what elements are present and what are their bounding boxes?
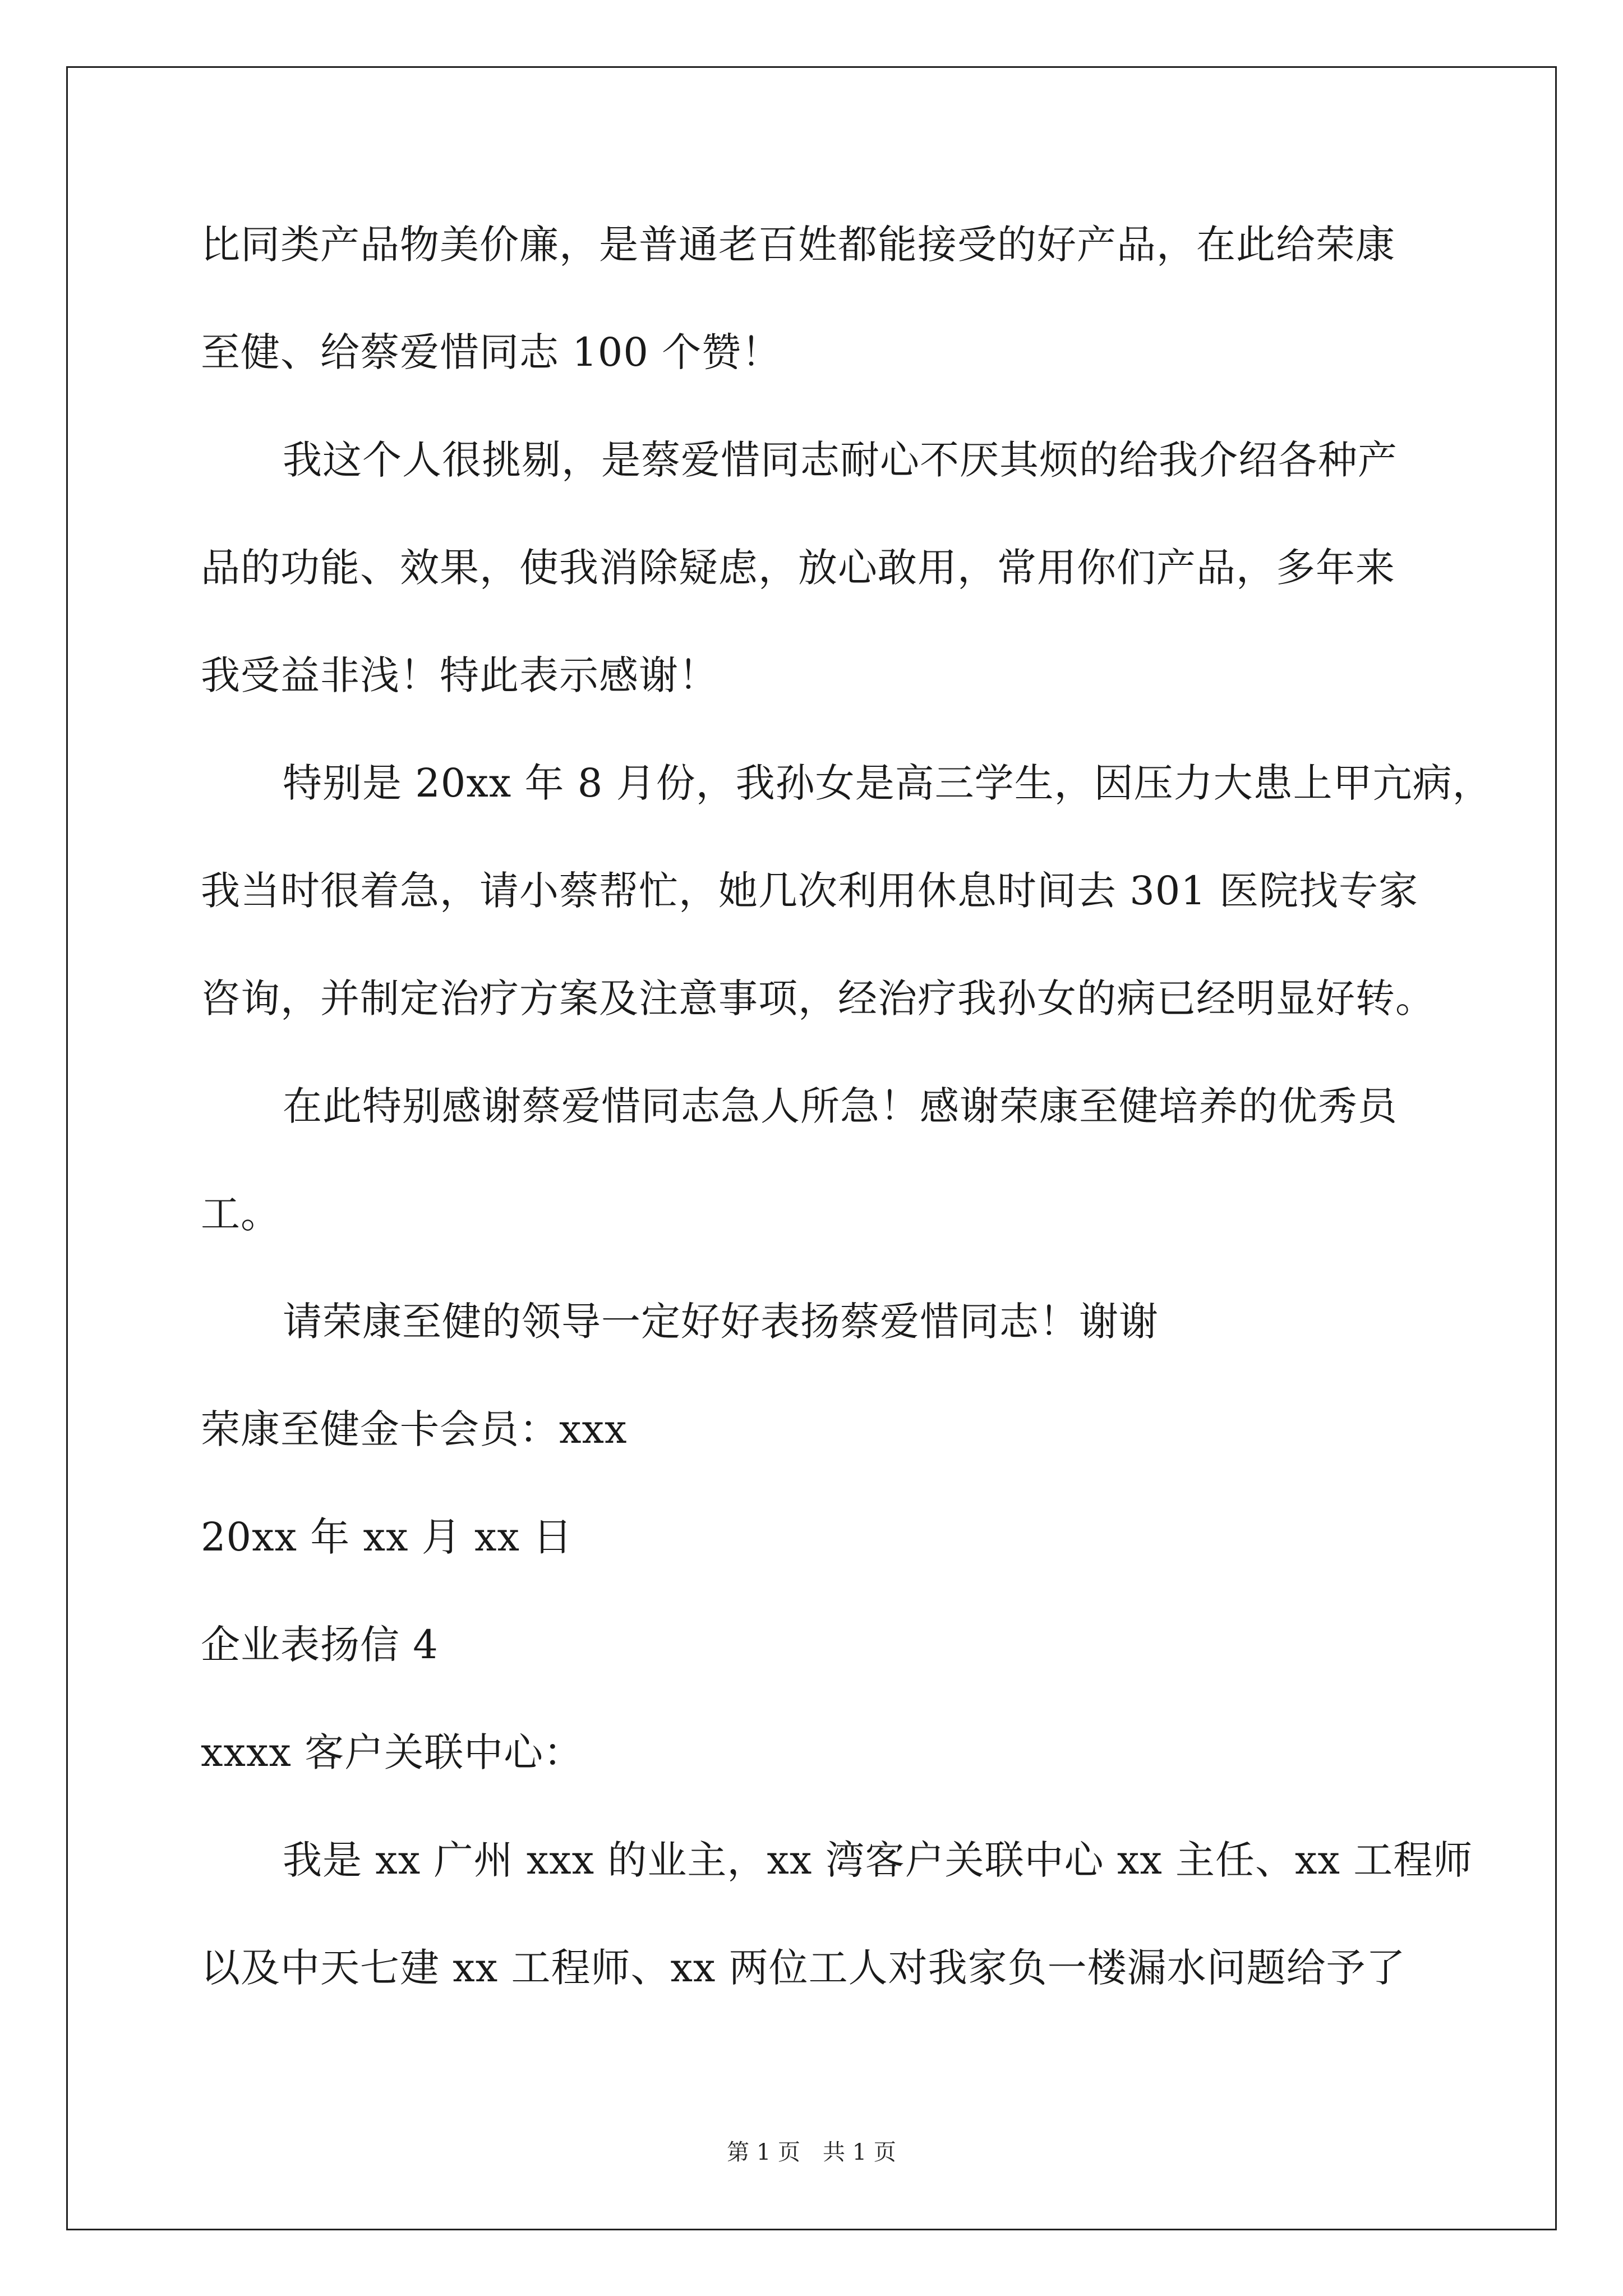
body-line: 咨询，并制定治疗方案及注意事项，经治疗我孙女的病已经明显好转。 (201, 976, 1435, 1022)
paragraph-start: 我这个人很挑剔，是蔡爱惜同志耐心不厌其烦的给我介绍各种产 (283, 437, 1398, 483)
salutation: xxxx 客户关联中心： (201, 1729, 584, 1775)
date-line: 20xx 年 xx 月 xx 日 (201, 1514, 573, 1560)
paragraph-start: 在此特别感谢蔡爱惜同志急人所急！感谢荣康至健培养的优秀员 (283, 1083, 1398, 1129)
page-number-footer: 第 1 页 共 1 页 (727, 2139, 896, 2165)
letter-body (201, 213, 1492, 2044)
body-line: 我受益非浅！特此表示感谢！ (201, 652, 718, 698)
body-line: 工。 (201, 1191, 280, 1237)
body-line: 至健、给蔡爱惜同志 100 个赞！ (201, 329, 782, 375)
body-line: 比同类产品物美价廉，是普通老百姓都能接受的好产品，在此给荣康 (201, 222, 1395, 268)
body-line: 品的功能、效果，使我消除疑虑，放心敢用，常用你们产品，多年来 (201, 545, 1395, 591)
paragraph-start: 我是 xx 广州 xxx 的业主，xx 湾客户关联中心 xx 主任、xx 工程师 (283, 1837, 1473, 1883)
section-title: 企业表扬信 4 (201, 1622, 439, 1668)
paragraph-start: 请荣康至健的领导一定好好表扬蔡爱惜同志！谢谢 (283, 1299, 1159, 1345)
signature-line: 荣康至健金卡会员：xxx (201, 1406, 628, 1452)
body-line: 以及中天七建 xx 工程师、xx 两位工人对我家负一楼漏水问题给予了 (201, 1945, 1406, 1991)
paragraph-start: 特别是 20xx 年 8 月份，我孙女是高三学生，因压力大患上甲亢病， (283, 760, 1492, 806)
body-line: 我当时很着急，请小蔡帮忙，她几次利用休息时间去 301 医院找专家 (201, 868, 1419, 914)
